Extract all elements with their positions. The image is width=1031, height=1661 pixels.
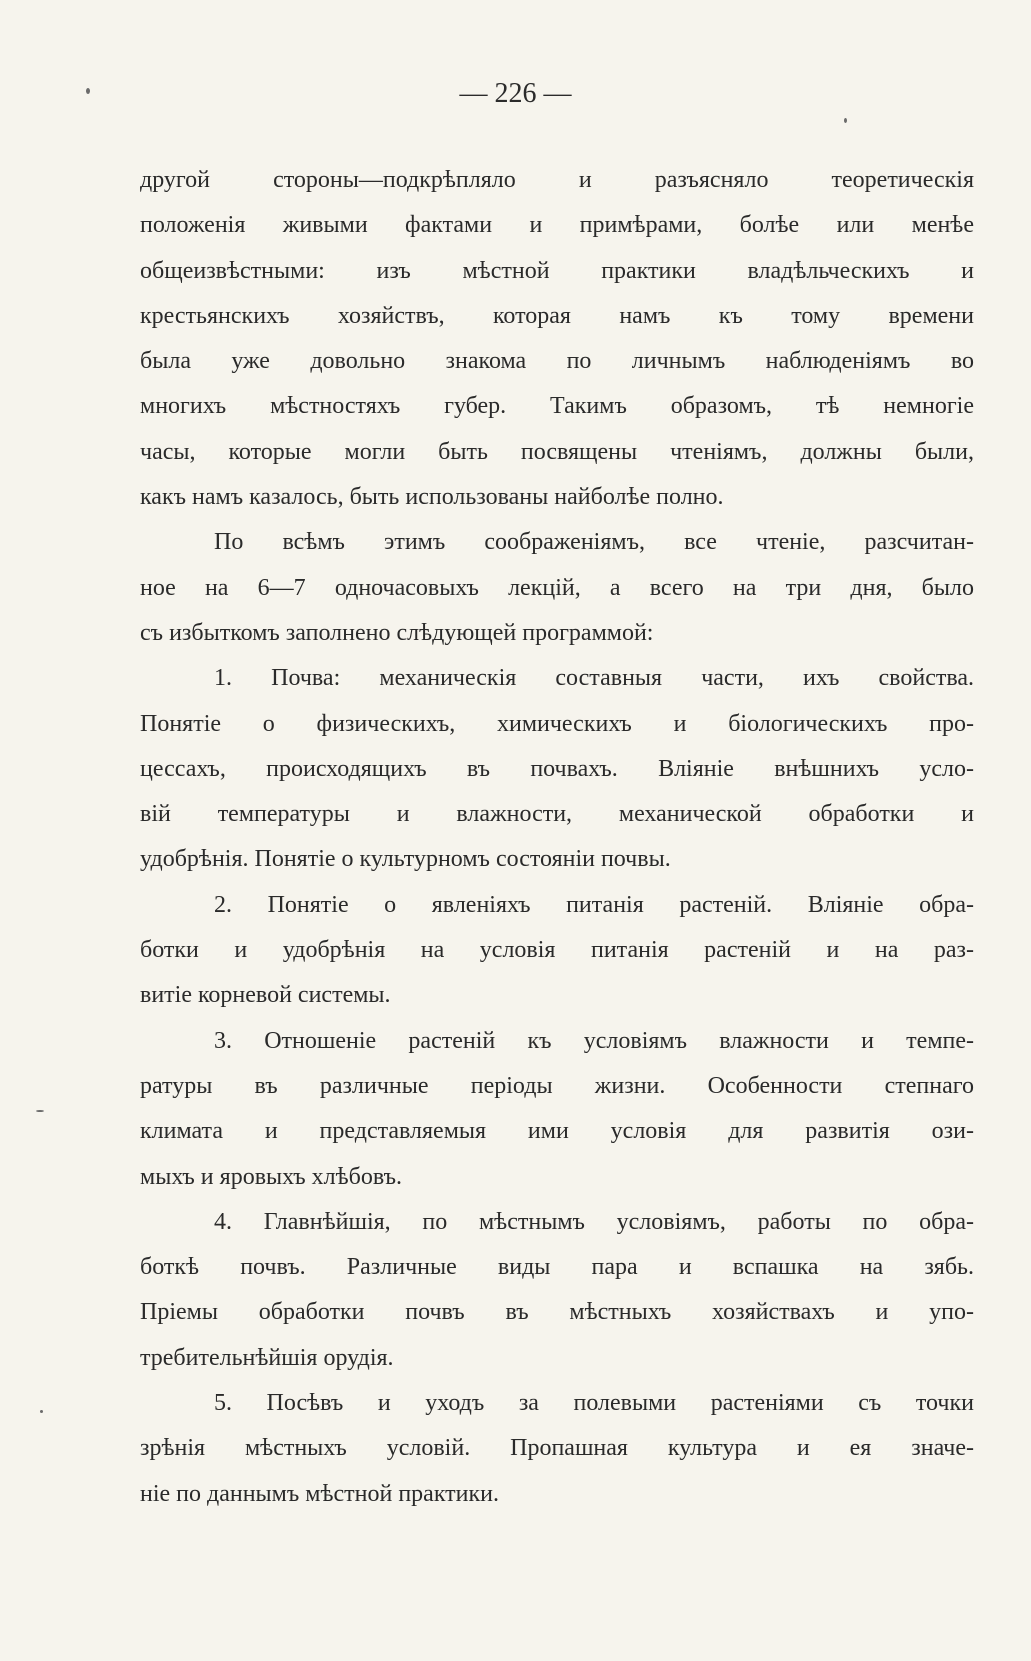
text-line: положенія живыми фактами и примѣрами, болѣе или менѣе (140, 212, 974, 239)
text-line: климата и представляемыя ими условія для развитія ози- (140, 1118, 974, 1145)
text-line: 2. Понятіе о явленіяхъ питанія растеній. Вліяніе обра- (214, 891, 974, 918)
text-line: съ избыткомъ заполнено слѣдующей программой: (140, 619, 654, 646)
text-line: 5. Посѣвъ и уходъ за полевыми растеніями съ точки (214, 1390, 974, 1417)
text-line: цессахъ, происходящихъ въ почвахъ. Вліяніе внѣшнихъ усло- (140, 755, 974, 782)
scan-speck (844, 118, 847, 123)
text-line: общеизвѣстными: изъ мѣстной практики владѣльческихъ и (140, 257, 974, 284)
page-number: — 226 — (459, 78, 572, 109)
text-line: многихъ мѣстностяхъ губер. Такимъ образомъ, тѣ немногіе (140, 393, 974, 420)
body-text (140, 158, 974, 1517)
scan-speck (86, 88, 90, 94)
text-line: ное на 6—7 одночасовыхъ лекцій, а всего на три дня, было (140, 574, 974, 601)
text-line: требительнѣйшія орудія. (140, 1344, 394, 1371)
text-line: 4. Главнѣйшія, по мѣстнымъ условіямъ, работы по обра- (214, 1208, 974, 1235)
text-line: ратуры въ различные періоды жизни. Особенности степнаго (140, 1072, 974, 1099)
text-line: Понятіе о физическихъ, химическихъ и біологическихъ про- (140, 710, 974, 737)
text-line: По всѣмъ этимъ соображеніямъ, все чтеніе, разсчитан- (214, 529, 974, 556)
text-line: ботки и удобрѣнія на условія питанія растеній и на раз- (140, 937, 974, 964)
text-line: ніе по даннымъ мѣстной практики. (140, 1480, 500, 1507)
text-line: 1. Почва: механическія составныя части, ихъ свойства. (214, 665, 974, 692)
text-line: крестьянскихъ хозяйствъ, которая намъ къ тому времени (140, 302, 974, 329)
text-line: часы, которые могли быть посвящены чтеніямъ, должны были, (140, 438, 974, 465)
scan-speck (40, 1410, 43, 1413)
text-line: удобрѣнія. Понятіе о культурномъ состояніи почвы. (140, 846, 671, 873)
text-line: была уже довольно знакома по личнымъ наблюденіямъ во (140, 348, 974, 375)
text-line: боткѣ почвъ. Различные виды пара и вспашка на зябь. (140, 1254, 974, 1281)
text-line: другой стороны—подкрѣпляло и разъясняло теоретическія (140, 167, 974, 193)
text-line: мыхъ и яровыхъ хлѣбовъ. (140, 1163, 403, 1190)
text-line: витіе корневой системы. (140, 982, 391, 1009)
scan-speck (36, 1110, 44, 1112)
text-line: зрѣнія мѣстныхъ условій. Пропашная культура и ея значе- (140, 1435, 974, 1462)
text-line: вій температуры и влажности, механической обработки и (140, 801, 974, 828)
text-line: 3. Отношеніе растеній къ условіямъ влажности и темпе- (214, 1027, 974, 1054)
text-line: Пріемы обработки почвъ въ мѣстныхъ хозяйствахъ и упо- (140, 1299, 974, 1326)
text-line: какъ намъ казалось, быть использованы найболѣе полно. (140, 484, 724, 511)
